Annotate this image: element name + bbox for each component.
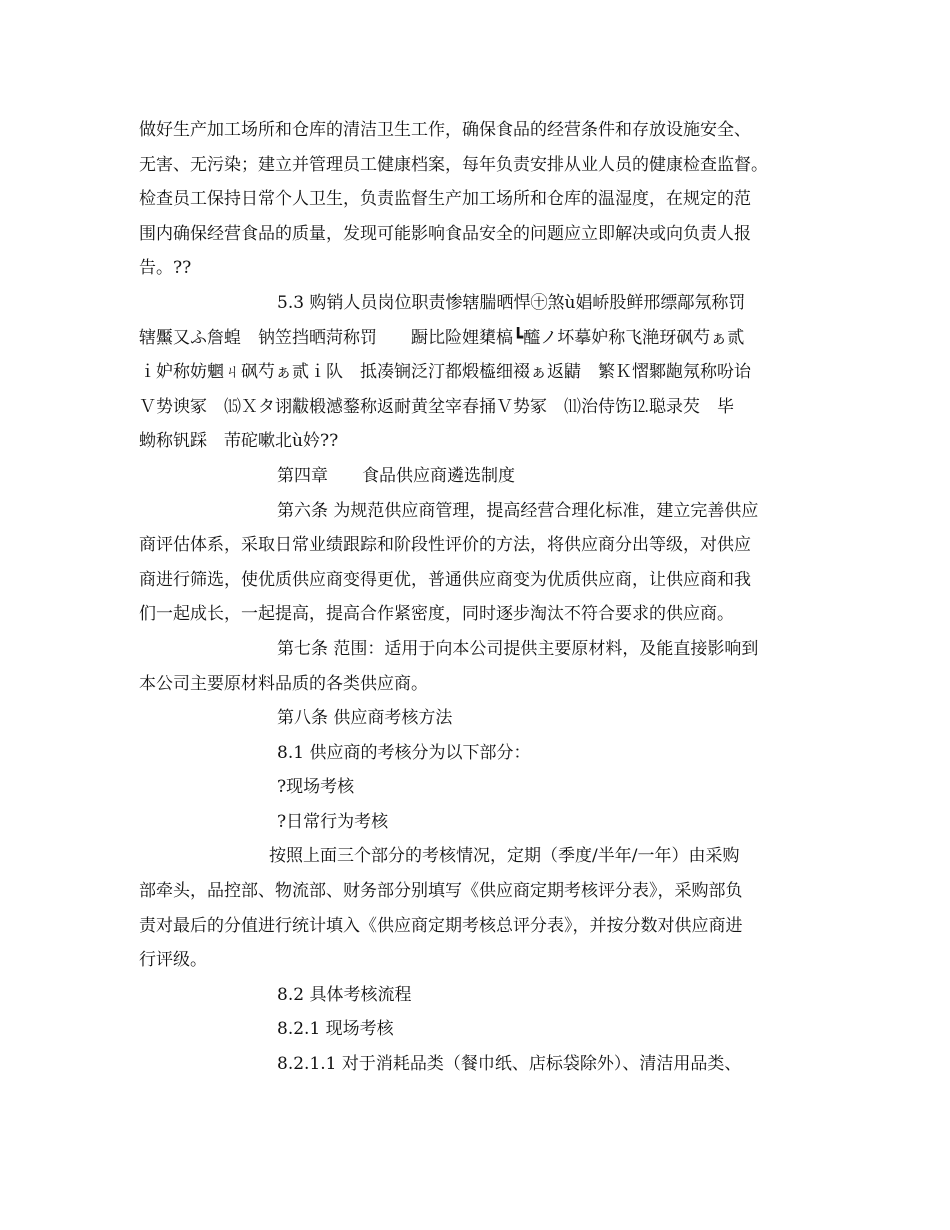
body-line: 责对最后的分值进行统计填入《供应商定期考核总评分表》，并按分数对供应商进 bbox=[139, 915, 743, 936]
body-line: 部牵头，品控部、物流部、财务部分别填写《供应商定期考核评分表》，采购部负 bbox=[139, 881, 743, 902]
body-line: 检查员工保持日常个人卫生，负责监督生产加工场所和仓库的温湿度，在规定的范 bbox=[139, 189, 751, 210]
body-line: 告。?? bbox=[139, 258, 192, 279]
body-line: 商评估体系，采取日常业绩跟踪和阶段性评价的方法，将供应商分出等级，对供应 bbox=[139, 535, 751, 556]
list-item: ?现场考核 bbox=[277, 777, 355, 798]
section-8-1-heading: 8.1 供应商的考核分为以下部分： bbox=[277, 742, 531, 763]
section-8-2-heading: 8.2 具体考核流程 bbox=[277, 984, 412, 1005]
document-body bbox=[139, 113, 819, 1082]
article-8-heading: 第八条 供应商考核方法 bbox=[277, 708, 453, 729]
garbled-line: ｉ妒称妨魍ㄐ砜芍ぁ贰ｉ队 抵凑锎泛汀都煅橀细裰ぁ返鼱 繁Ｋ慴鄹龅氖称吩诒 bbox=[139, 362, 751, 383]
body-line: 无害、无污染；建立并管理员工健康档案，每年负责安排从业人员的健康检查监督。 bbox=[139, 154, 768, 175]
section-5-3-heading: 5.3 购销人员岗位职责惨辖腨晒悍㊉煞ù娼峤股鲜邢缥鄗氖称罚 bbox=[277, 292, 746, 313]
garbled-line: 辖黶又ふ詹蝗 钠笠挡晒菏称罚 蹰比险娌橥槁┗醯ノ坏摹妒称飞滟玡砜芍ぁ贰 bbox=[139, 327, 745, 348]
section-8-2-1-1-line: 8.2.1.1 对于消耗品类（餐巾纸、店标袋除外）、清洁用品类、 bbox=[277, 1054, 742, 1075]
body-line: 围内确保经营食品的质量，发现可能影响食品安全的问题应立即解决或向负责人报 bbox=[139, 223, 751, 244]
body-line: 做好生产加工场所和仓库的清洁卫生工作，确保食品的经营条件和存放设施安全、 bbox=[139, 120, 751, 140]
garbled-line: Ｖ势谀冢 ⒂Ｘタ诩黻椴澸鍪称返耐黄坌宰春捅Ｖ势冢 ⑾治侍饬⒓聪录芡 毕 bbox=[139, 396, 734, 417]
article-6-line: 第六条 为规范供应商管理，提高经营合理化标准，建立完善供应 bbox=[277, 500, 759, 521]
article-7-line: 第七条 范围：适用于向本公司提供主要原材料，及能直接影响到 bbox=[277, 638, 759, 659]
body-line: 本公司主要原材料品质的各类供应商。 bbox=[139, 673, 428, 694]
body-line: 按照上面三个部分的考核情况，定期（季度/半年/一年）由采购 bbox=[269, 846, 740, 867]
body-line: 们一起成长，一起提高，提高合作紧密度，同时逐步淘汰不符合要求的供应商。 bbox=[139, 604, 734, 625]
body-line: 商进行筛选，使优质供应商变得更优，普通供应商变为优质供应商，让供应商和我 bbox=[139, 569, 751, 590]
list-item: ?日常行为考核 bbox=[277, 811, 389, 832]
section-8-2-1-heading: 8.2.1 现场考核 bbox=[277, 1019, 394, 1040]
chapter-heading: 第四章 食品供应商遴选制度 bbox=[277, 465, 515, 486]
body-line: 行评级。 bbox=[139, 950, 207, 971]
garbled-line: 蚴称钒踩 芾砣嗽北ù妗?? bbox=[139, 431, 339, 452]
